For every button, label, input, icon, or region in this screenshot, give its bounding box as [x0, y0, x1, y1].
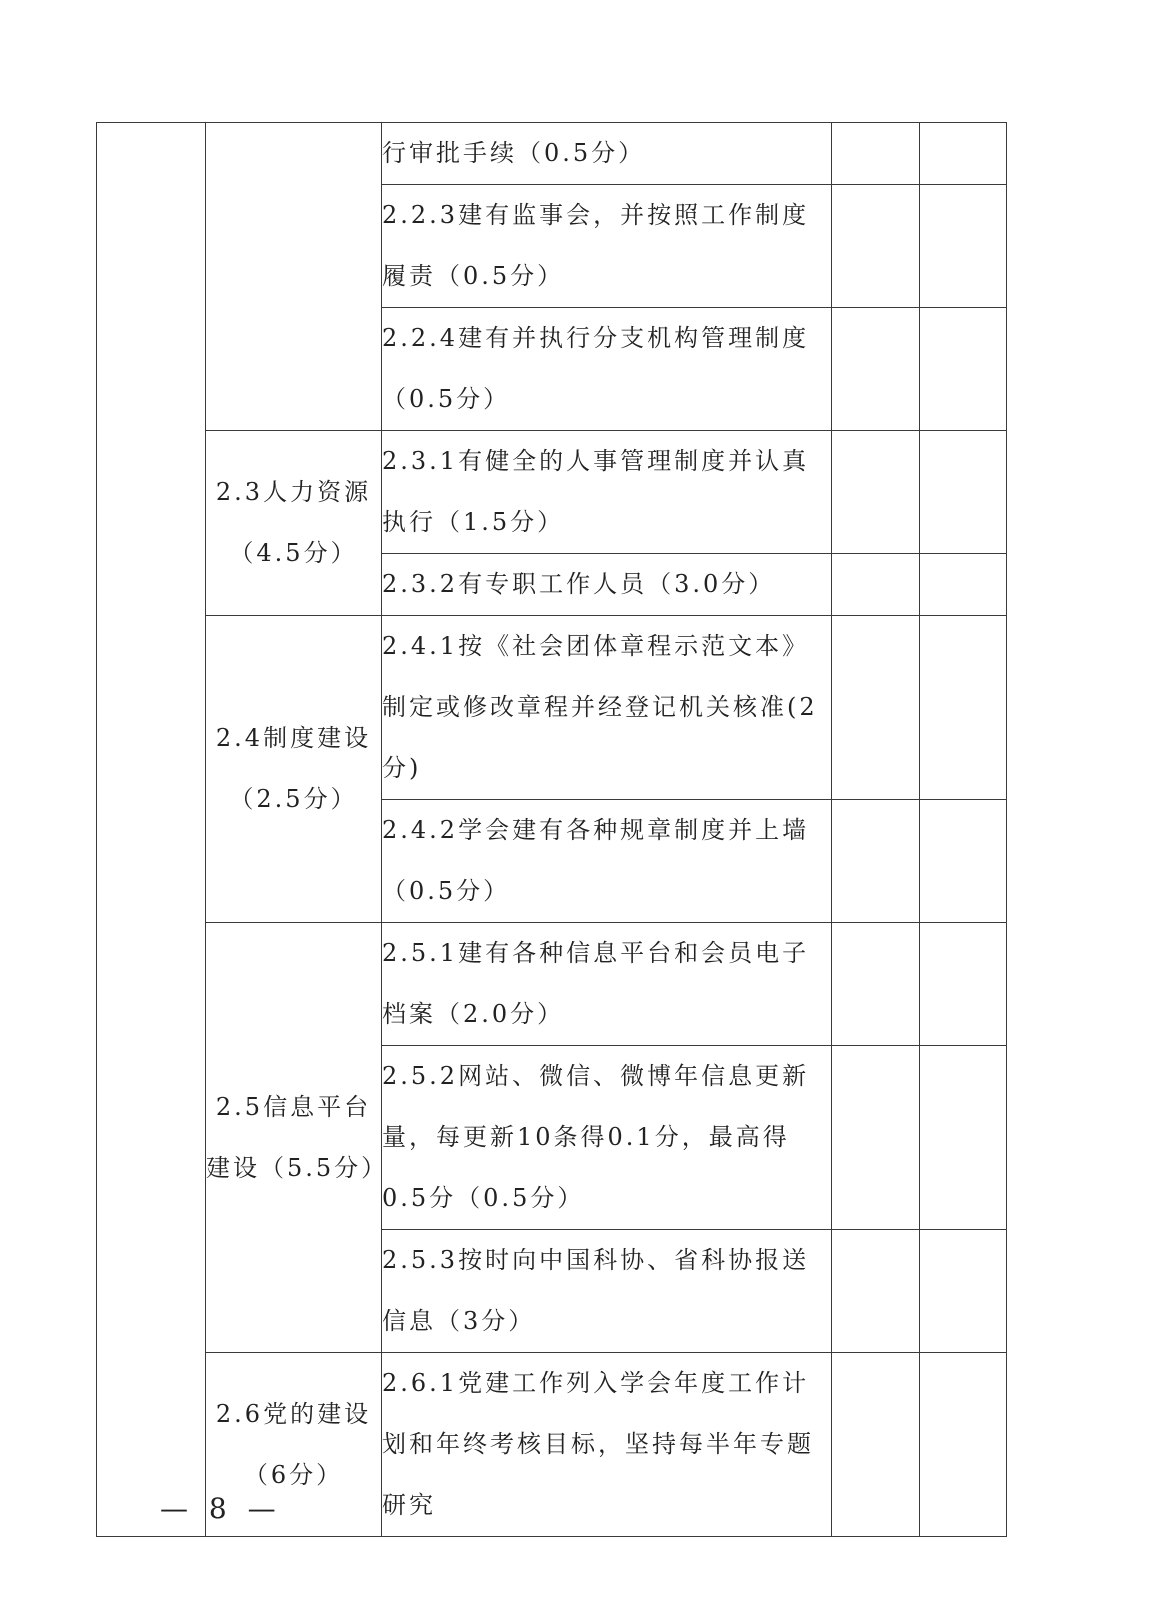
secondary-category-cell [206, 123, 382, 431]
remark-cell [920, 308, 1007, 431]
remark-cell [920, 1353, 1007, 1537]
category-cell: 2.5信息平台建设（5.5分） [206, 923, 382, 1353]
category-cell: 2.3人力资源（4.5分） [206, 431, 382, 616]
evaluation-table [96, 122, 1007, 1537]
remark-cell [920, 800, 1007, 923]
indicator-cell: 2.5.2网站、微信、微博年信息更新量，每更新10条得0.1分，最高得0.5分（0.5分） [382, 1046, 832, 1230]
category-cell: 2.6党的建设（6分） [206, 1353, 382, 1537]
table-row [97, 616, 1007, 800]
remark-cell [920, 923, 1007, 1046]
score-cell [832, 123, 920, 185]
score-cell [832, 616, 920, 800]
page-number: — 8 — [160, 1492, 282, 1525]
indicator-cell: 2.2.4建有并执行分支机构管理制度（0.5分） [382, 308, 832, 431]
score-cell [832, 185, 920, 308]
remark-cell [920, 431, 1007, 554]
indicator-cell: 2.4.1按《社会团体章程示范文本》制定或修改章程并经登记机关核准(2分) [382, 616, 832, 800]
remark-cell [920, 616, 1007, 800]
score-cell [832, 1353, 920, 1537]
remark-cell [920, 123, 1007, 185]
indicator-cell: 2.5.3按时向中国科协、省科协报送信息（3分） [382, 1230, 832, 1353]
score-cell [832, 1046, 920, 1230]
indicator-cell: 2.3.2有专职工作人员（3.0分） [382, 554, 832, 616]
score-cell [832, 1230, 920, 1353]
table-row [97, 431, 1007, 554]
remark-cell [920, 185, 1007, 308]
table-row [97, 123, 1007, 185]
remark-cell [920, 1230, 1007, 1353]
score-cell [832, 800, 920, 923]
category-cell: 2.4制度建设（2.5分） [206, 616, 382, 923]
score-cell [832, 308, 920, 431]
score-cell [832, 431, 920, 554]
score-cell [832, 923, 920, 1046]
primary-category-cell [97, 123, 206, 1537]
table-row [97, 923, 1007, 1046]
indicator-cell: 2.2.3建有监事会，并按照工作制度履责（0.5分） [382, 185, 832, 308]
indicator-cell: 2.3.1有健全的人事管理制度并认真执行（1.5分） [382, 431, 832, 554]
indicator-cell: 2.5.1建有各种信息平台和会员电子档案（2.0分） [382, 923, 832, 1046]
indicator-cell: 2.6.1党建工作列入学会年度工作计划和年终考核目标，坚持每半年专题研究 [382, 1353, 832, 1537]
remark-cell [920, 1046, 1007, 1230]
score-cell [832, 554, 920, 616]
indicator-cell: 2.4.2学会建有各种规章制度并上墙（0.5分） [382, 800, 832, 923]
indicator-cell: 行审批手续（0.5分） [382, 123, 832, 185]
remark-cell [920, 554, 1007, 616]
